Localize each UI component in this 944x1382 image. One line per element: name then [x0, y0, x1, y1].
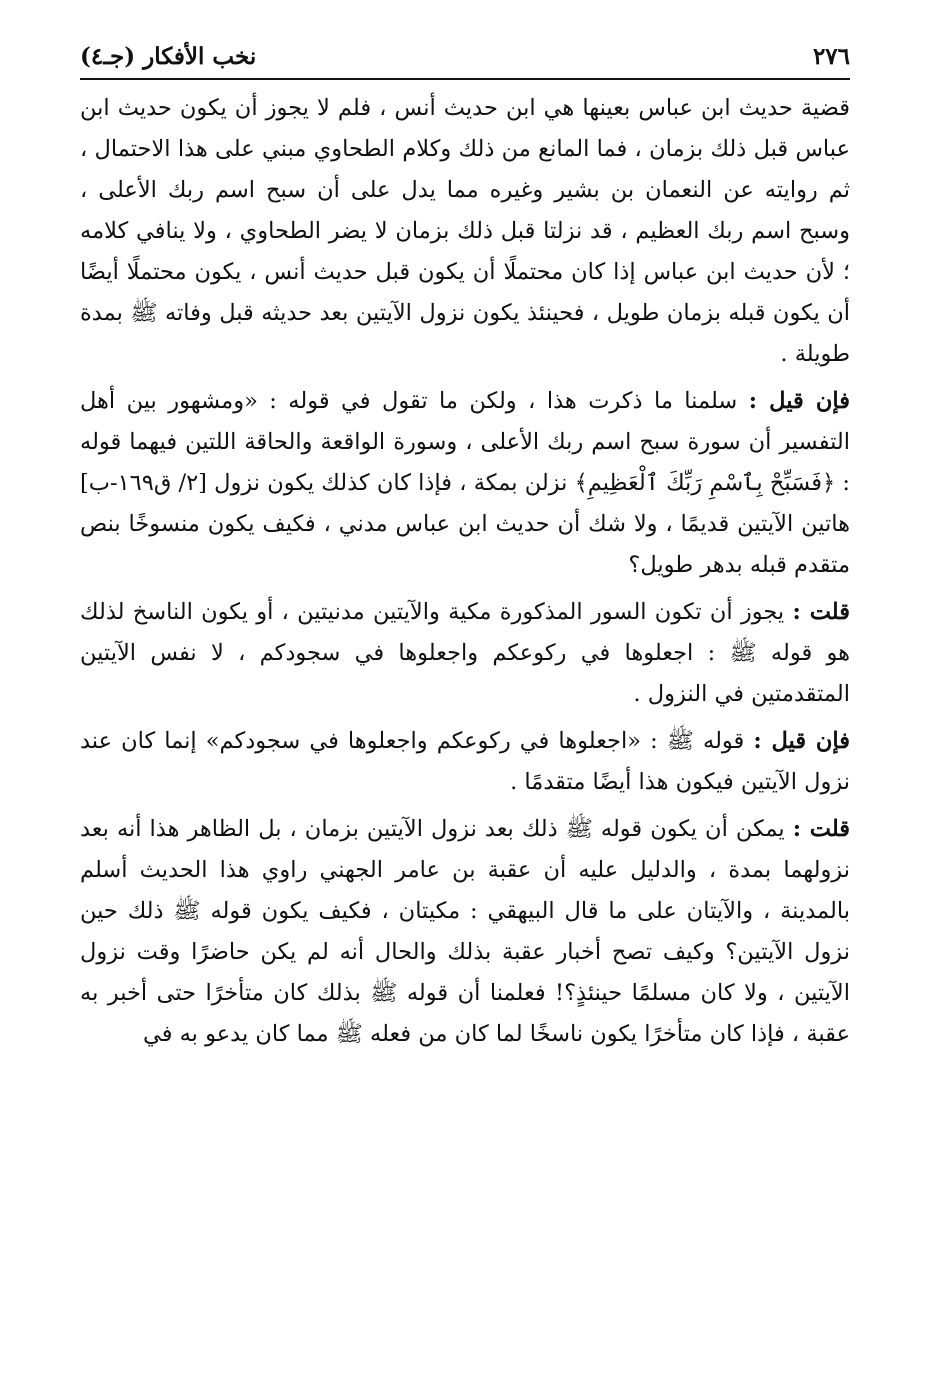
- paragraph-text: يمكن أن يكون قوله ﷺ ذلك بعد نزول الآيتين بزمان ، بل الظاهر هذا أنه بعد نزولهما بمدة ، والدليل عليه أن عقبة بن عامر الجهني راوي هذا الحديث أسلم بالمدينة ، والآيتان على ما قال البيهقي : مكيتان ، فكيف يكون قوله ﷺ ذلك حين نزول الآيتين؟ وكيف تصح أخبار عقبة بذلك والحال أنه لم يكن حاضرًا وقت نزول الآيتين ، ولا كان مسلمًا حينئذٍ؟! فعلمنا أن قوله ﷺ بذلك كان متأخرًا حتى أخبر به عقبة ، فإذا كان متأخرًا يكون ناسخًا لما كان من فعله ﷺ مما كان يدعو به في: [80, 816, 850, 1047]
- paragraph-4: [80, 721, 850, 803]
- paragraph-lead: فإن قيل :: [753, 728, 850, 754]
- paragraph-text: قضية حديث ابن عباس بعينها هي ابن حديث أنس ، فلم لا يجوز أن يكون حديث ابن عباس قبل ذلك بزمان ، فما المانع من ذلك وكلام الطحاوي مبني على هذا الاحتمال ، ثم روايته عن النعمان بن بشير وغيره مما يدل على أن سبح اسم ربك الأعلى ، وسبح اسم ربك العظيم ، قد نزلتا قبل ذلك بزمان لا يضر الطحاوي ، ولا ينافي كلامه ؛ لأن حديث ابن عباس إذا كان محتملًا أن يكون قبل حديث أنس ، يكون محتملًا أيضًا أن يكون قبله بزمان طويل ، فحينئذ يكون نزول الآيتين بعد حديثه قبل وفاته ﷺ بمدة طويلة .: [80, 95, 850, 367]
- page-number: ٢٧٦: [812, 43, 850, 70]
- paragraph-text: سلمنا ما ذكرت هذا ، ولكن ما تقول في قوله : «ومشهور بين أهل التفسير أن سورة سبح اسم ربك الأعلى ، وسورة الواقعة والحاقة اللتين فيهما قوله : ﴿فَسَبِّحْ بِٱسْمِ رَبِّكَ ٱلْعَظِيمِ﴾ نزلن بمكة ، فإذا كان كذلك يكون نزول [٢/ ق١٦٩-ب] هاتين الآيتين قديمًا ، ولا شك أن حديث ابن عباس مدني ، فكيف يكون منسوخًا بنص متقدم قبله بدهر طويل؟: [80, 388, 850, 578]
- paragraph-2: [80, 381, 850, 586]
- running-title: نخب الأفكار (جـ٤): [80, 43, 257, 70]
- paragraph-1: [80, 88, 850, 375]
- paragraph-text: يجوز أن تكون السور المذكورة مكية والآيتين مدنيتين ، أو يكون الناسخ لذلك هو قوله ﷺ : اجعلوها في ركوعكم واجعلوها في سجودكم ، لا نفس الآيتين المتقدمتين في النزول .: [80, 599, 850, 707]
- paragraph-3: [80, 592, 850, 715]
- paragraph-lead: فإن قيل :: [748, 388, 850, 414]
- paragraph-5: [80, 809, 850, 1055]
- header-rule: [80, 78, 850, 80]
- book-page: [80, 36, 850, 1061]
- paragraph-lead: قلت :: [792, 816, 851, 842]
- page-header: [80, 36, 850, 78]
- paragraph-lead: قلت :: [792, 599, 851, 625]
- page-body: [80, 88, 850, 1055]
- paragraph-text: قوله ﷺ : «اجعلوها في ركوعكم واجعلوها في سجودكم» إنما كان عند نزول الآيتين فيكون هذا أيضًا متقدمًا .: [80, 728, 850, 795]
